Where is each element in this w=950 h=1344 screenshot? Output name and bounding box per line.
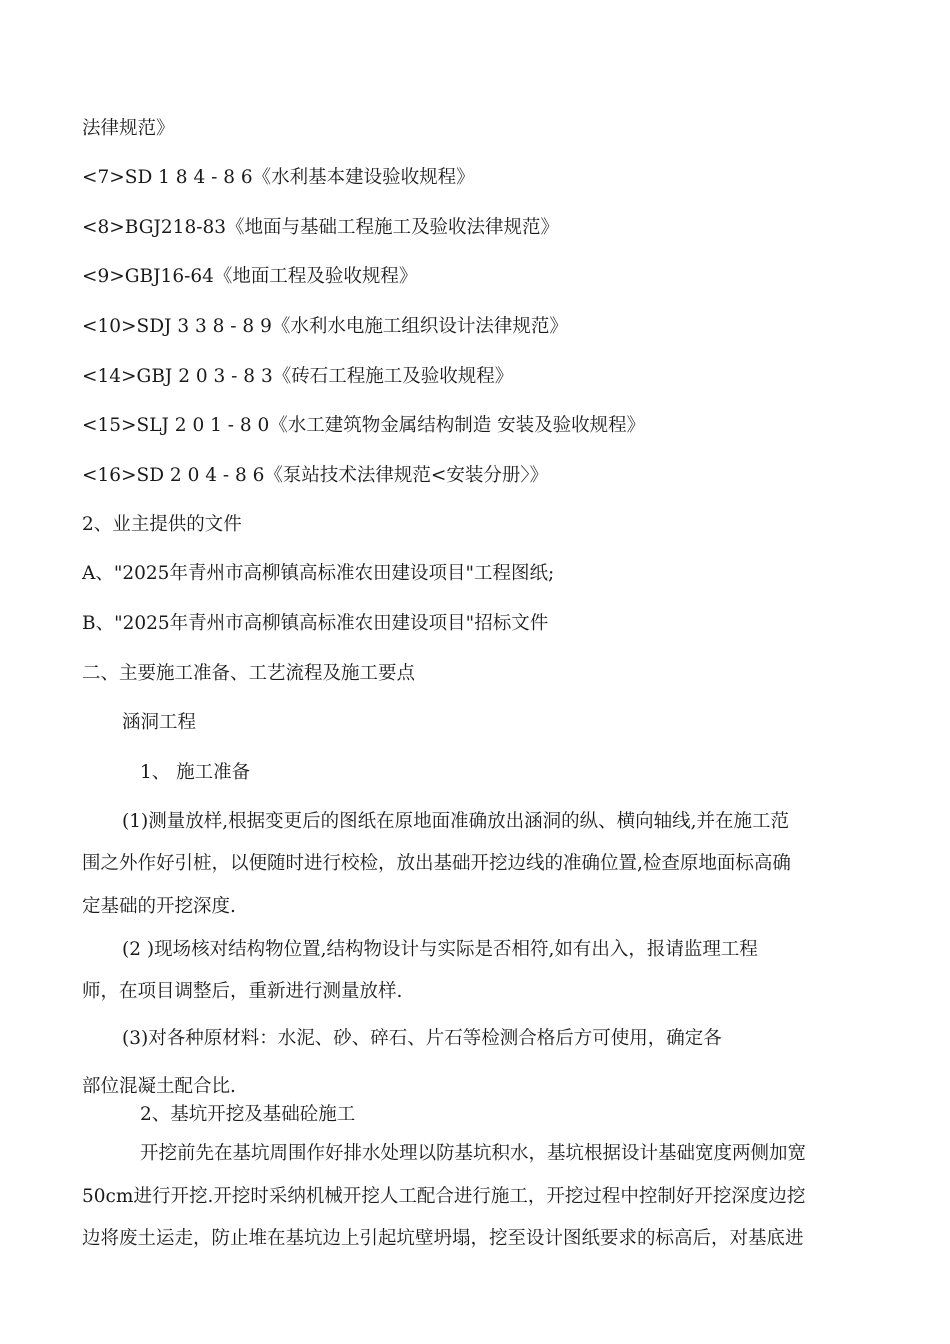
reference-item-9: <9>GBJ16-64《地面工程及验收规程》: [82, 266, 418, 287]
paragraph-1-line-3: 定基础的开挖深度.: [82, 896, 236, 917]
reference-item-16: <16>SD 2 0 4 - 8 6《泵站技术法律规范<安装分册〉》: [82, 465, 549, 486]
paragraph-1-line-2: 围之外作好引桩，以便随时进行校检，放出基础开挖边线的准确位置,检查原地面标高确: [82, 853, 791, 874]
culvert-heading: 涵洞工程: [122, 712, 197, 733]
paragraph-4-line-1: 开挖前先在基坑周围作好排水处理以防基坑积水，基坑根据设计基础宽度两侧加宽: [140, 1143, 807, 1164]
reference-item-15: <15>SLJ 2 0 1 - 8 0《水工建筑物金属结构制造 安装及验收规程》: [82, 415, 646, 436]
reference-item-10: <10>SDJ 3 3 8 - 8 9《水利水电施工组织设计法律规范》: [82, 316, 568, 337]
pit-heading: 2、基坑开挖及基础砼施工: [140, 1104, 356, 1125]
prep-heading: 1、 施工准备: [140, 762, 251, 783]
paragraph-2-line-1: (2 )现场核对结构物位置,结构物设计与实际是否相符,如有出入，报请监理工程: [122, 939, 758, 960]
section-heading: 二、主要施工准备、工艺流程及施工要点: [82, 663, 416, 684]
paragraph-4-line-3: 边将废土运走，防止堆在基坑边上引起坑壁坍塌，挖至设计图纸要求的标高后，对基底进: [82, 1228, 804, 1249]
reference-item-14: <14>GBJ 2 0 3 - 8 3《砖石工程施工及验收规程》: [82, 366, 514, 387]
owner-docs-item-a: A、"2025年青州市高柳镇高标准农田建设项目"工程图纸;: [82, 563, 555, 584]
paragraph-3-line-2: 部位混凝土配合比.: [82, 1076, 236, 1097]
paragraph-2-line-2: 师，在项目调整后，重新进行测量放样.: [82, 981, 403, 1002]
reference-item-8: <8>BGJ218-83《地面与基础工程施工及验收法律规范》: [82, 217, 560, 238]
paragraph-3-line-1: (3)对各种原材料：水泥、砂、碎石、片石等检测合格后方可使用，确定各: [122, 1028, 722, 1049]
owner-docs-item-b: B、"2025年青州市高柳镇高标准农田建设项目"招标文件: [82, 613, 549, 634]
owner-docs-heading: 2、业主提供的文件: [82, 514, 242, 535]
reference-continuation: 法律规范》: [82, 118, 175, 139]
paragraph-4-line-2: 50cm进行开挖.开挖时采纳机械开挖人工配合进行施工，开挖过程中控制好开挖深度边挖: [82, 1186, 806, 1207]
paragraph-1-line-1: (1)测量放样,根据变更后的图纸在原地面准确放出涵洞的纵、横向轴线,并在施工范: [122, 811, 789, 832]
reference-item-7: <7>SD 1 8 4 - 8 6《水利基本建设验收规程》: [82, 167, 475, 188]
